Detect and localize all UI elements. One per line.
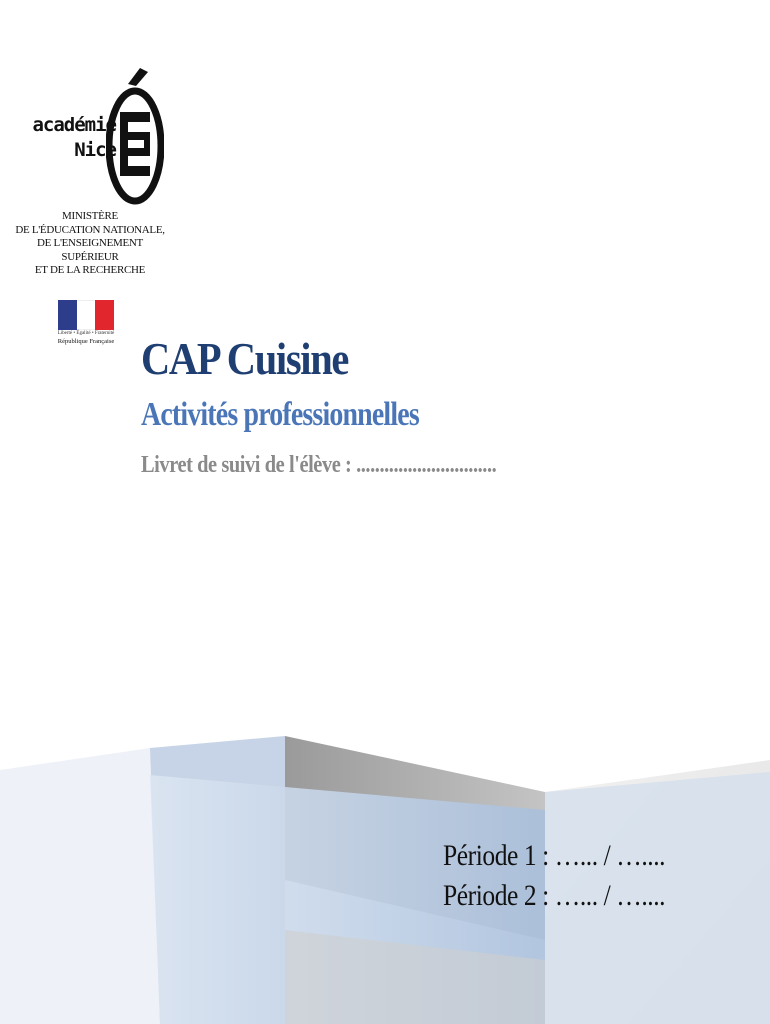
ministere-line: MINISTÈRE: [62, 210, 118, 222]
academie-nice-logo: [32, 66, 164, 206]
periode-2-line: Période 2 : …... / …....: [443, 879, 666, 912]
french-flag-icon: [58, 300, 114, 330]
e-accent-emblem-icon: [106, 66, 164, 206]
marianne-logo: [52, 300, 116, 345]
ministere-line: ET DE LA RECHERCHE: [34, 264, 146, 276]
marianne-motto: Liberté • Égalité • Fraternité: [57, 331, 115, 336]
academie-text: académie: [32, 114, 116, 136]
periode-1-line: Période 1 : …... / …....: [443, 839, 666, 872]
republique-francaise-text: République Française: [57, 338, 115, 345]
academie-city-text: Nice: [74, 139, 116, 161]
periodes-block: [443, 836, 704, 916]
ministere-logo: [10, 210, 170, 278]
livret-suivi-line: Livret de suivi de l'élève : ..............................: [141, 452, 497, 478]
ministere-line: DE L'ÉDUCATION NATIONALE,: [15, 223, 165, 236]
document-subtitle: Activités professionnelles: [141, 396, 419, 433]
document-title: CAP Cuisine: [141, 333, 349, 384]
ministere-line: DE L'ENSEIGNEMENT SUPÉRIEUR: [37, 237, 143, 263]
